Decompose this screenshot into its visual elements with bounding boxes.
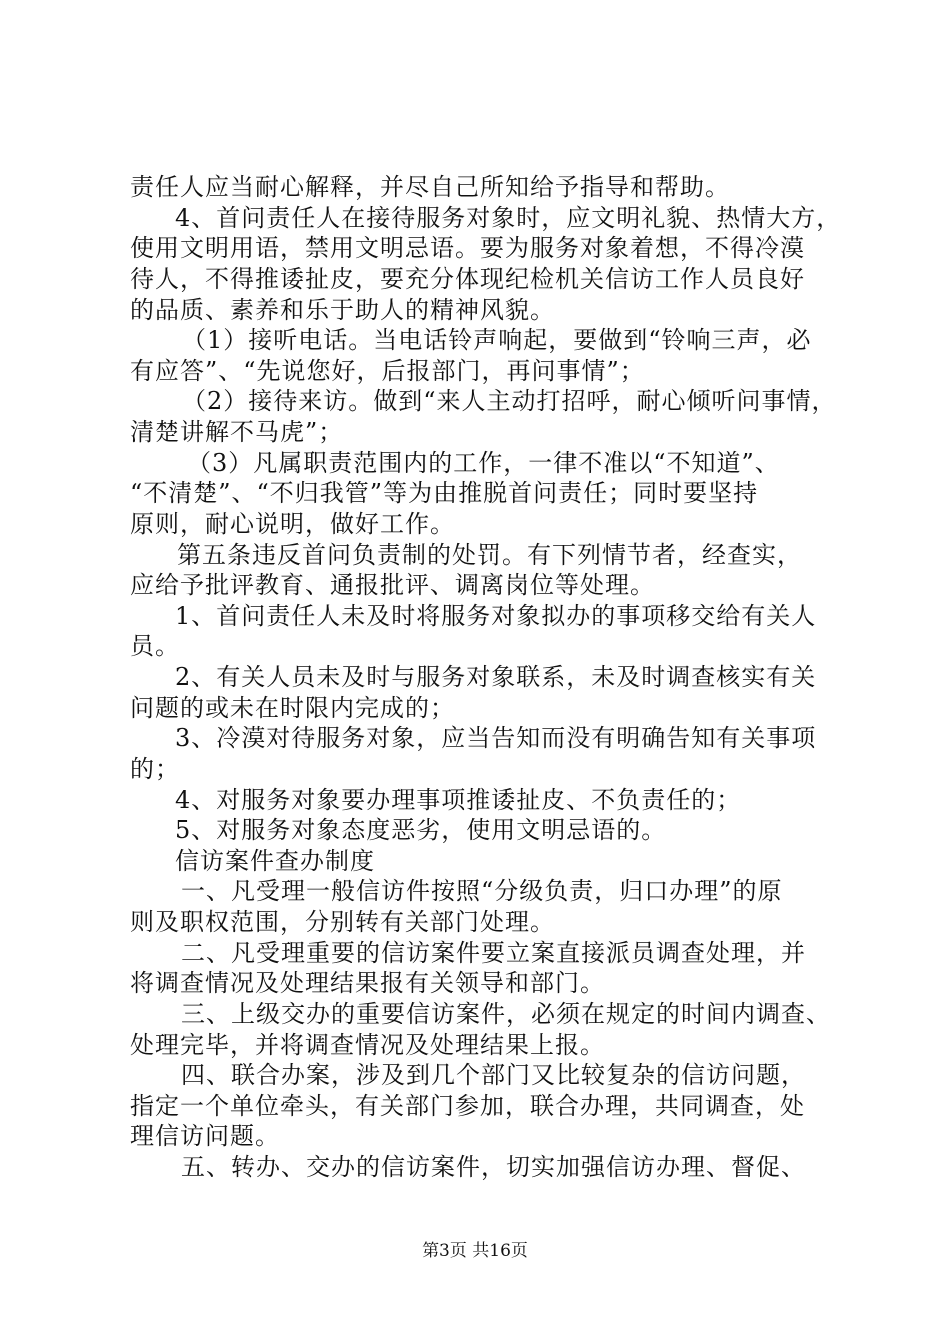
text-line: 5、对服务对象态度恶劣，使用文明忌语的。 xyxy=(175,816,667,844)
page-number-footer: 第3页 共16页 xyxy=(422,1241,528,1261)
text-line: （1）接听电话。当电话铃声响起，要做到“铃响三声，必 xyxy=(182,326,812,354)
text-line: 清楚讲解不马虎”； xyxy=(130,418,344,446)
text-line: 3、冷漠对待服务对象，应当告知而没有明确告知有关事项 xyxy=(175,724,817,752)
text-line: 4、对服务对象要办理事项推诿扯皮、不负责任的； xyxy=(175,786,742,814)
section-title: 信访案件查办制度 xyxy=(175,847,375,875)
text-line: 责任人应当耐心解释，并尽自己所知给予指导和帮助。 xyxy=(130,173,730,201)
text-line: 员。 xyxy=(130,632,180,660)
text-line: 将调查情况及处理结果报有关领导和部门。 xyxy=(130,969,605,997)
text-line: 则及职权范围，分别转有关部门处理。 xyxy=(130,908,555,936)
text-line: 五、转办、交办的信访案件，切实加强信访办理、督促、 xyxy=(181,1153,806,1181)
text-line: 4、首问责任人在接待服务对象时，应文明礼貌、热情大方， xyxy=(175,204,842,232)
text-line: 应给予批评教育、通报批评、调离岗位等处理。 xyxy=(130,571,655,599)
text-line: 理信访问题。 xyxy=(130,1122,280,1150)
text-line: 的； xyxy=(130,755,180,783)
text-line: 处理完毕，并将调查情况及处理结果上报。 xyxy=(130,1031,605,1059)
text-line: 待人，不得推诿扯皮，要充分体现纪检机关信访工作人员良好 xyxy=(130,265,805,293)
text-line: 第五条违反首问负责制的处罚。有下列情节者，经查实， xyxy=(177,541,802,569)
text-line: 问题的或未在时限内完成的； xyxy=(130,694,455,722)
text-line: 有应答”、“先说您好，后报部门，再问事情”； xyxy=(130,357,645,385)
text-line: 2、有关人员未及时与服务对象联系，未及时调查核实有关 xyxy=(175,663,817,691)
text-line: 使用文明用语，禁用文明忌语。要为服务对象着想，不得冷漠 xyxy=(130,234,805,262)
text-line: （3）凡属职责范围内的工作，一律不准以“不知道”、 xyxy=(187,449,780,477)
text-line: 一、凡受理一般信访件按照“分级负责，归口办理”的原 xyxy=(181,877,783,905)
text-line: （2）接待来访。做到“来人主动打招呼，耐心倾听问事情， xyxy=(182,387,837,415)
text-line: 的品质、素养和乐于助人的精神风貌。 xyxy=(130,296,555,324)
text-line: 三、上级交办的重要信访案件，必须在规定的时间内调查、 xyxy=(181,1000,831,1028)
text-line: 四、联合办案，涉及到几个部门又比较复杂的信访问题， xyxy=(181,1061,806,1089)
text-line: 指定一个单位牵头，有关部门参加，联合办理，共同调查，处 xyxy=(130,1092,805,1120)
text-line: “不清楚”、“不归我管”等为由推脱首问责任；同时要坚持 xyxy=(130,479,759,507)
text-line: 1、首问责任人未及时将服务对象拟办的事项移交给有关人 xyxy=(175,602,817,630)
text-line: 原则，耐心说明，做好工作。 xyxy=(130,510,455,538)
text-line: 二、凡受理重要的信访案件要立案直接派员调查处理，并 xyxy=(181,939,806,967)
